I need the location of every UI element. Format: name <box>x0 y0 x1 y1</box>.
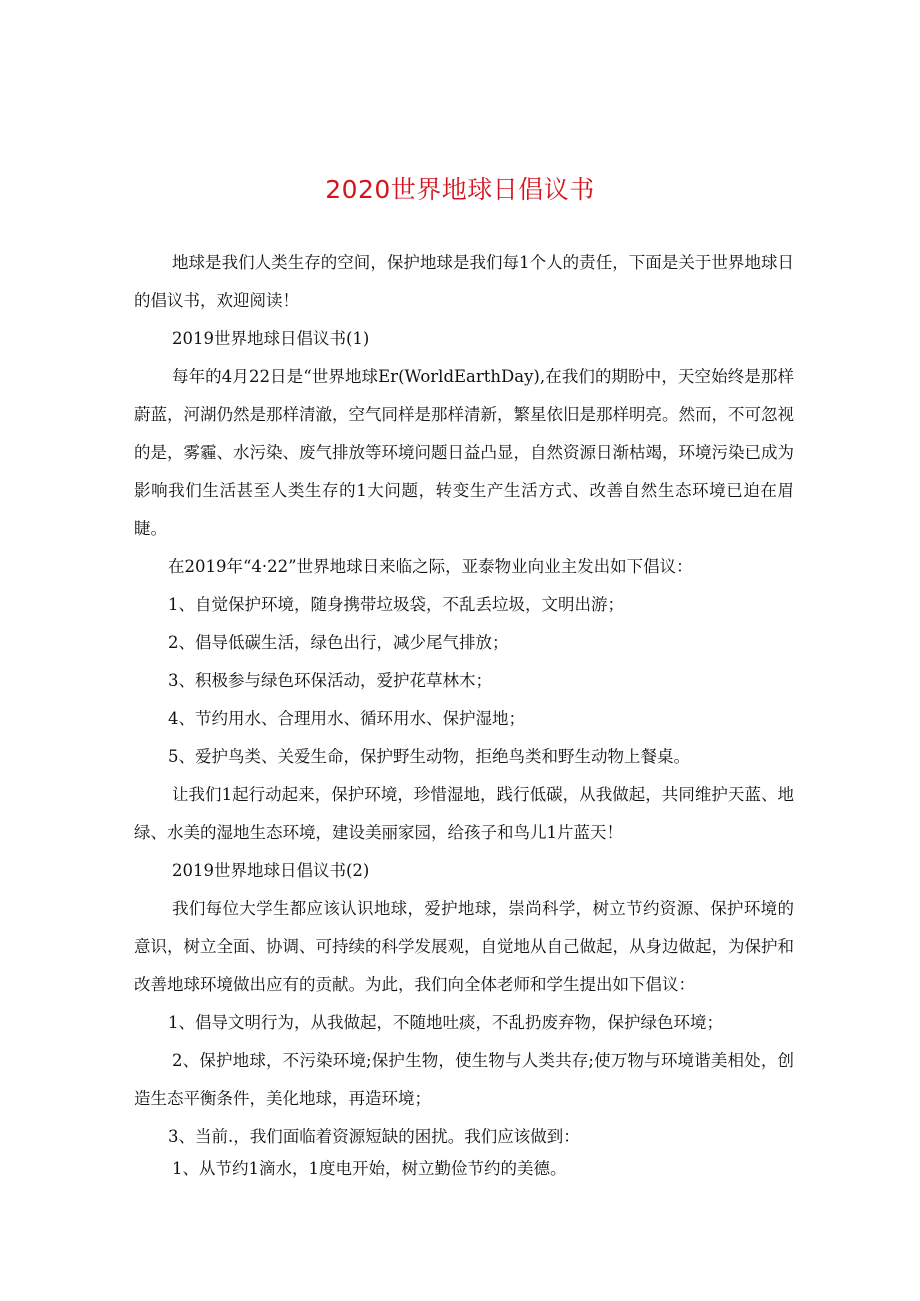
intro-paragraph: 地球是我们人类生存的空间，保护地球是我们每1个人的责任，下面是关于世界地球日的倡议书，欢迎阅读！ <box>134 253 794 310</box>
paragraph-call-to-action: 让我们1起行动起来，保护环境，珍惜湿地，践行低碳，从我做起，共同维护天蓝、地绿、水美的湿地生态环境，建设美丽家园，给孩子和鸟儿1片蓝天！ <box>134 785 794 842</box>
paragraph-earth-day: 每年的4月22日是“世界地球Er(WorldEarthDay),在我们的期盼中，天空始终是那样蔚蓝，河湖仍然是那样清澈，空气同样是那样清新，繁星依旧是那样明亮。然而，不可忽视的是，雾霾、水污染、废气排放等环境问题日益凸显，自然资源日渐枯竭，环境污染已成为影响我们生活甚至人类生存的1大问题，转变生产生活方式、改善自然生态环境已迫在眉睫。 <box>134 367 794 538</box>
list-item: 2、保护地球，不污染环境;保护生物，使生物与人类共存;使万物与环境谐美相处，创造生态平衡条件，美化地球，再造环境； <box>134 1051 794 1108</box>
list-item: 2、倡导低碳生活，绿色出行，减少尾气排放； <box>168 633 509 652</box>
list-item: 3、当前.，我们面临着资源短缺的困扰。我们应该做到： <box>168 1127 580 1146</box>
paragraph-students: 我们每位大学生都应该认识地球，爱护地球，崇尚科学，树立节约资源、保护环境的意识，树立全面、协调、可持续的科学发展观，自觉地从自己做起，从身边做起，为保护和改善地球环境做出应有的贡献。为此，我们向全体老师和学生提出如下倡议： <box>134 899 794 994</box>
list-item: 1、倡导文明行为，从我做起，不随地吐痰，不乱扔废弃物，保护绿色环境； <box>168 1013 723 1032</box>
document-body <box>134 244 794 1188</box>
list-item: 1、自觉保护环境，随身携带垃圾袋，不乱丢垃圾，文明出游； <box>168 595 624 614</box>
paragraph-proposal-intro: 在2019年“4·22”世界地球日来临之际，亚泰物业向业主发出如下倡议： <box>168 557 693 576</box>
document-title: 2020世界地球日倡议书 <box>325 175 595 204</box>
section-heading-2: 2019世界地球日倡议书(2) <box>172 861 370 880</box>
section-heading-1: 2019世界地球日倡议书(1) <box>172 329 370 348</box>
list-item: 4、节约用水、合理用水、循环用水、保护湿地； <box>168 709 525 728</box>
list-item: 3、积极参与绿色环保活动，爱护花草林木； <box>168 671 492 690</box>
list-item: 5、爱护鸟类、关爱生命，保护野生动物，拒绝鸟类和野生动物上餐桌。 <box>168 747 690 766</box>
list-item: 1、从节约1滴水，1度电开始，树立勤俭节约的美德。 <box>172 1159 567 1178</box>
